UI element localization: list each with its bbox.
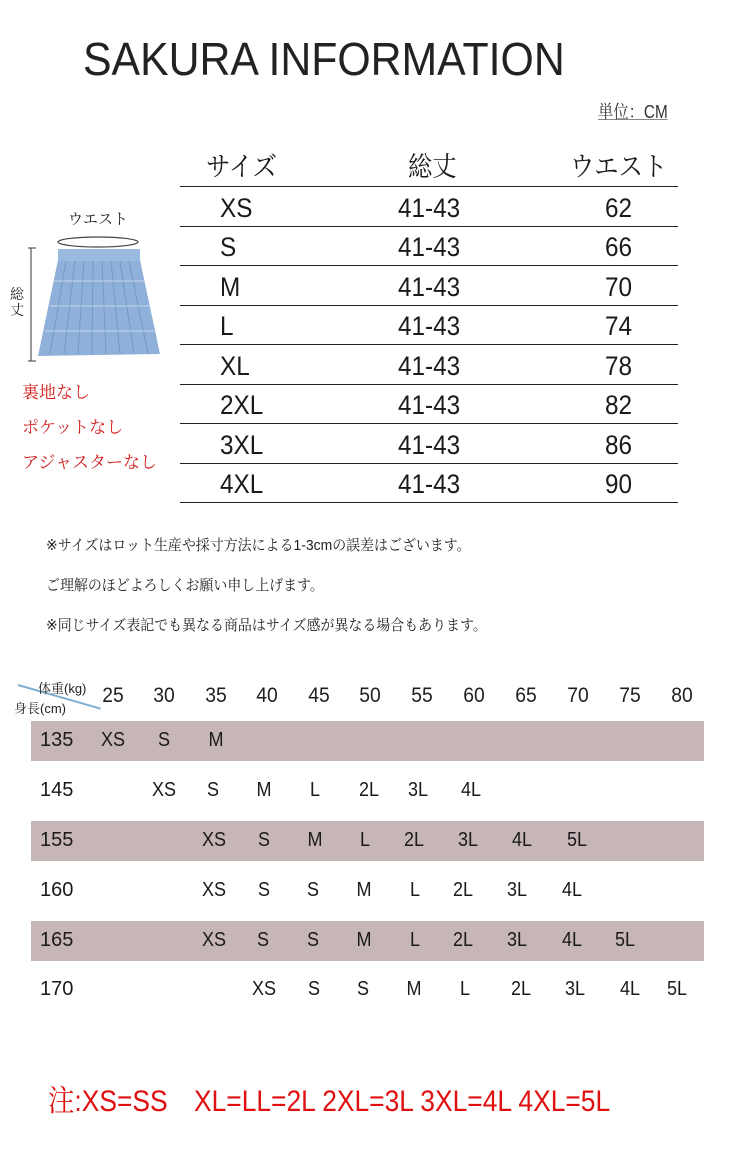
length-cell: 41-43 bbox=[398, 192, 461, 223]
size-cell: 4L bbox=[511, 829, 533, 851]
waist-cell: 86 bbox=[605, 429, 633, 460]
size-cell: L bbox=[409, 879, 421, 901]
size-cell: 3L bbox=[506, 929, 528, 951]
weight-axis-label: 体重(kg) bbox=[38, 681, 87, 696]
waist-cell: 70 bbox=[605, 271, 633, 302]
waist-cell: 66 bbox=[605, 232, 633, 262]
length-cell: 41-43 bbox=[398, 429, 461, 460]
size-cell: 5L bbox=[614, 929, 636, 951]
size-cell: S bbox=[356, 978, 370, 1000]
weight-tick: 50 bbox=[359, 684, 381, 707]
unit-label: 単位：CM bbox=[598, 102, 668, 122]
size-cell: 3L bbox=[564, 978, 586, 1000]
weight-tick: 45 bbox=[308, 684, 330, 707]
waist-cell: 78 bbox=[605, 350, 633, 381]
weight-tick: 40 bbox=[256, 684, 278, 707]
fit-row-145 bbox=[31, 771, 704, 811]
length-cell: 41-43 bbox=[398, 390, 461, 420]
size-cell: XS bbox=[201, 929, 227, 951]
length-label: 総丈 bbox=[10, 286, 24, 318]
page-title: SAKURA INFORMATION bbox=[83, 33, 565, 85]
weight-tick: 55 bbox=[411, 684, 433, 707]
size-cell: M bbox=[208, 729, 224, 751]
size-cell: M bbox=[307, 829, 323, 851]
size-cell: L bbox=[220, 311, 234, 341]
table-row bbox=[180, 266, 678, 306]
table-row bbox=[180, 385, 678, 425]
table-row bbox=[180, 227, 678, 267]
size-cell: XS bbox=[251, 978, 277, 1000]
size-cell: M bbox=[356, 929, 372, 951]
size-table-header bbox=[180, 148, 678, 187]
weight-tick: 35 bbox=[205, 684, 227, 707]
size-cell: XS bbox=[100, 729, 126, 751]
size-equivalence-note: 注:XS=SS XL=LL=2L 2XL=3L 3XL=4L 4XL=5L bbox=[48, 1085, 611, 1118]
size-cell: 3L bbox=[407, 779, 429, 801]
size-cell: L bbox=[409, 929, 421, 951]
header-length: 総丈 bbox=[408, 152, 457, 182]
size-cell: S bbox=[306, 879, 320, 901]
size-cell: 2L bbox=[452, 879, 474, 901]
table-row bbox=[180, 345, 678, 385]
fit-row-160 bbox=[31, 871, 704, 911]
size-cell: S bbox=[220, 232, 237, 262]
size-cell: XS bbox=[201, 829, 227, 851]
weight-tick: 60 bbox=[463, 684, 485, 707]
feature-no-pocket: ポケットなし bbox=[22, 418, 124, 437]
size-cell: XS bbox=[201, 879, 227, 901]
height-value: 165 bbox=[40, 929, 74, 951]
length-cell: 41-43 bbox=[398, 311, 461, 341]
header-waist: ウエスト bbox=[570, 152, 668, 182]
length-cell: 41-43 bbox=[398, 350, 461, 381]
notes bbox=[46, 535, 520, 655]
feature-no-adjuster: アジャスターなし bbox=[22, 453, 157, 472]
size-cell: 4L bbox=[619, 978, 641, 1000]
size-cell: M bbox=[220, 271, 241, 302]
size-table bbox=[180, 148, 678, 503]
size-cell: XL bbox=[220, 350, 250, 381]
size-cell: S bbox=[307, 978, 321, 1000]
height-value: 170 bbox=[40, 978, 74, 1000]
size-cell: XS bbox=[220, 192, 253, 223]
size-cell: 4XL bbox=[220, 469, 264, 499]
size-cell: XS bbox=[151, 779, 177, 801]
fit-row-155 bbox=[31, 821, 704, 861]
size-cell: S bbox=[257, 879, 271, 901]
length-cell: 41-43 bbox=[398, 271, 461, 302]
size-cell: 4L bbox=[460, 779, 482, 801]
size-cell: S bbox=[206, 779, 220, 801]
height-value: 155 bbox=[40, 829, 74, 851]
table-row bbox=[180, 187, 678, 227]
fit-row-165 bbox=[31, 921, 704, 961]
waist-cell: 74 bbox=[605, 311, 633, 341]
weight-tick: 65 bbox=[515, 684, 537, 707]
size-cell: 5L bbox=[666, 978, 688, 1000]
height-value: 160 bbox=[40, 879, 74, 901]
weight-tick: 30 bbox=[153, 684, 175, 707]
size-cell: 2L bbox=[510, 978, 532, 1000]
waist-cell: 90 bbox=[605, 469, 633, 499]
note-thanks: ご理解のほどよろしくお願い申し上げます。 bbox=[46, 577, 324, 594]
size-cell: L bbox=[459, 978, 471, 1000]
fit-row-170 bbox=[31, 970, 704, 1010]
size-cell: L bbox=[309, 779, 321, 801]
weight-tick: 25 bbox=[102, 684, 124, 707]
size-cell: 2L bbox=[358, 779, 380, 801]
size-cell: M bbox=[256, 779, 272, 801]
size-cell: 2XL bbox=[220, 390, 264, 420]
waist-cell: 62 bbox=[605, 192, 633, 223]
table-row bbox=[180, 464, 678, 504]
weight-tick: 70 bbox=[567, 684, 589, 707]
weight-tick: 80 bbox=[671, 684, 693, 707]
weight-tick: 75 bbox=[619, 684, 641, 707]
size-cell: 4L bbox=[561, 879, 583, 901]
size-cell: S bbox=[157, 729, 171, 751]
table-row bbox=[180, 306, 678, 346]
height-value: 145 bbox=[40, 779, 74, 801]
size-cell: 3XL bbox=[220, 429, 264, 460]
size-cell: 2L bbox=[403, 829, 425, 851]
note-tolerance: ※サイズはロット生産や採寸方法による1-3cmの誤差はございます。 bbox=[46, 537, 471, 554]
header-size: サイズ bbox=[206, 152, 277, 182]
height-axis-label: 身長(cm) bbox=[14, 701, 66, 716]
height-value: 135 bbox=[40, 729, 74, 751]
size-cell: S bbox=[306, 929, 320, 951]
table-row bbox=[180, 424, 678, 464]
size-cell: 5L bbox=[566, 829, 588, 851]
length-cell: 41-43 bbox=[398, 232, 461, 262]
waist-label: ウエスト bbox=[68, 211, 129, 228]
fit-row-135 bbox=[31, 721, 704, 761]
size-cell: 2L bbox=[452, 929, 474, 951]
size-cell: L bbox=[359, 829, 371, 851]
size-cell: S bbox=[256, 929, 270, 951]
skirt-illustration-icon bbox=[28, 236, 173, 366]
size-cell: 3L bbox=[506, 879, 528, 901]
size-cell: M bbox=[356, 879, 372, 901]
note-variation: ※同じサイズ表記でも異なる商品はサイズ感が異なる場合もあります。 bbox=[46, 617, 487, 634]
feature-no-lining: 裏地なし bbox=[22, 383, 90, 402]
feature-list bbox=[22, 380, 157, 485]
waist-cell: 82 bbox=[605, 390, 633, 420]
size-cell: 4L bbox=[561, 929, 583, 951]
size-cell: S bbox=[257, 829, 271, 851]
size-cell: 3L bbox=[457, 829, 479, 851]
size-cell: M bbox=[406, 978, 422, 1000]
length-cell: 41-43 bbox=[398, 469, 461, 499]
